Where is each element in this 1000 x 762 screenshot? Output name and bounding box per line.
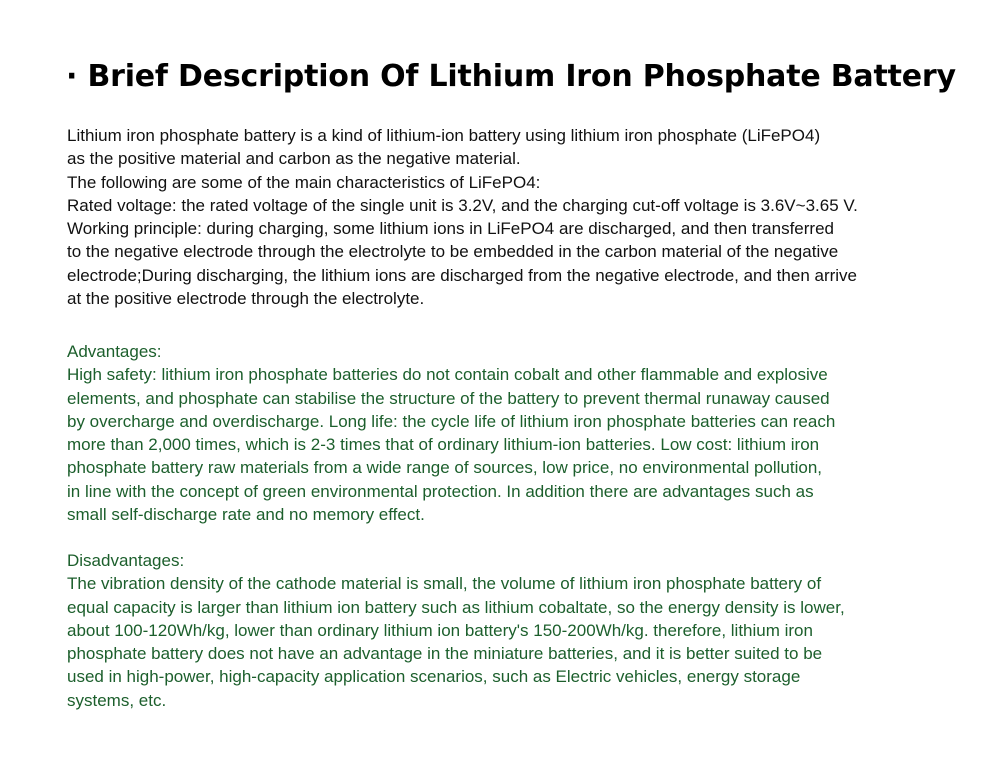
intro-line: electrode;During discharging, the lithium ions are discharged from the negative electrode, and then arrive (67, 265, 858, 285)
advantages-line: small self-discharge rate and no memory effect. (67, 505, 425, 525)
page-title: · Brief Description Of Lithium Iron Phosphate Battery (66, 59, 956, 94)
disadvantages-line: about 100-120Wh/kg, lower than ordinary lithium ion battery's 150-200Wh/kg. therefore, lithium iron (67, 620, 813, 640)
disadvantages-section (67, 549, 987, 712)
intro-paragraph (67, 124, 987, 310)
disadvantages-line: equal capacity is larger than lithium ion battery such as lithium cobaltate, so the energy density is lower, (67, 597, 845, 617)
advantages-section (67, 340, 987, 526)
intro-line: Working principle: during charging, some lithium ions in LiFePO4 are discharged, and then transferred (67, 219, 834, 239)
advantages-line: in line with the concept of green environmental protection. In addition there are advantages such as (67, 481, 814, 501)
intro-line: Lithium iron phosphate battery is a kind of lithium-ion battery using lithium iron phosphate (LiFePO4) (67, 126, 821, 145)
advantages-line: more than 2,000 times, which is 2-3 times that of ordinary lithium-ion batteries. Low cost: lithium iron (67, 435, 820, 455)
intro-line: as the positive material and carbon as the negative material. (67, 149, 521, 169)
advantages-line: phosphate battery raw materials from a wide range of sources, low price, no environmental pollution, (67, 458, 822, 478)
disadvantages-title: Disadvantages: (67, 551, 185, 570)
intro-line: The following are some of the main characteristics of LiFePO4: (67, 172, 541, 192)
disadvantages-line: used in high-power, high-capacity application scenarios, such as Electric vehicles, energy storage (67, 667, 801, 687)
disadvantages-line: phosphate battery does not have an advantage in the miniature batteries, and it is better suited to be (67, 644, 823, 664)
intro-line: to the negative electrode through the electrolyte to be embedded in the carbon material of the negative (67, 242, 839, 262)
disadvantages-line: systems, etc. (67, 690, 167, 710)
intro-line: Rated voltage: the rated voltage of the single unit is 3.2V, and the charging cut-off voltage is 3.6V~3.65 V. (67, 195, 858, 215)
disadvantages-line: The vibration density of the cathode material is small, the volume of lithium iron phosphate battery of (67, 574, 822, 594)
advantages-line: by overcharge and overdischarge. Long life: the cycle life of lithium iron phosphate batteries can reach (67, 411, 836, 431)
advantages-title: Advantages: (67, 342, 162, 361)
intro-line: at the positive electrode through the electrolyte. (67, 289, 425, 309)
advantages-line: High safety: lithium iron phosphate batteries do not contain cobalt and other flammable and explosive (67, 365, 828, 385)
advantages-line: elements, and phosphate can stabilise the structure of the battery to prevent thermal runaway caused (67, 388, 830, 408)
